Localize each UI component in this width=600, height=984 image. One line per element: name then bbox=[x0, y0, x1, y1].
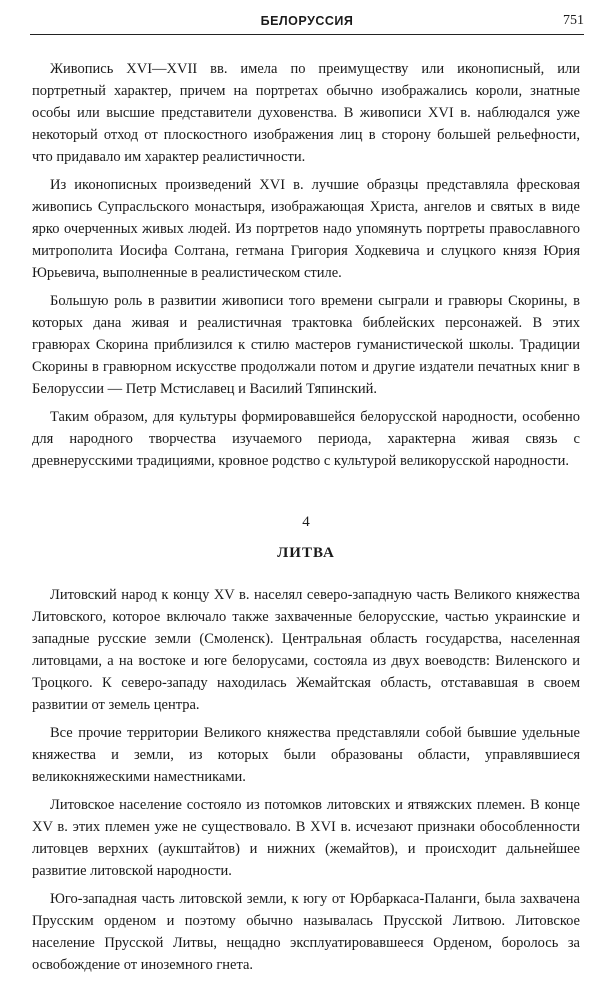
paragraph-skorina-engravings: Большую роль в развитии живописи того времени сыграли и гравюры Скорины, в которых дана живая и реалистичная трактовка библейских персонажей. В этих гравюрах Скорина приблизился к стилю мастеров гуманистической школы. Традиции Скорины в гравюрном искусстве продолжали потом и другие издатели печатных книг в Белоруссии — Петр Мстиславец и Василий Тяпинский. bbox=[32, 293, 580, 397]
paragraph-territories: Все прочие территории Великого княжества представляли собой бывшие удельные княжества и земли, из которых были образованы области, управлявшиеся великокняжескими наместниками. bbox=[32, 725, 580, 785]
running-title: БЕЛОРУССИЯ bbox=[260, 14, 354, 28]
paragraph-painting: Живопись XVI—XVII вв. имела по преимуществу или иконописный, или портретный характер, причем на портретах обычно изображались короли, знатные особы или высшие представители духовенства. В живописи XVI в. наблюдался уже некоторый отход от плоскостного изображения лиц в сторону большей рельефности, что придавало им характер реалистичности. bbox=[32, 61, 580, 165]
running-header bbox=[30, 12, 584, 35]
paragraph-conclusion: Таким образом, для культуры формировавшейся белорусской народности, особенно для народного творчества изучаемого периода, характерна живая связь с древнерусскими традициями, кровное родство с культурой великорусской народности. bbox=[32, 409, 580, 469]
page-number: 751 bbox=[563, 13, 584, 28]
paragraph-prussian-lithuania: Юго-западная часть литовской земли, к югу от Юрбаркаса-Паланги, была захвачена Прусским орденом и поэтому обычно называлась Прусской Литвою. Литовское население Прусской Литвы, нещадно эксплуатировавшееся Орденом, боролось за освобождение от иноземного гнета. bbox=[32, 891, 580, 973]
paragraph-iconography: Из иконописных произведений XVI в. лучшие образцы представляла фресковая живопись Супрасльского монастыря, изображающая Христа, ангелов и святых в виде ярко очерченных живых людей. Из портретов надо упомянуть портреты православного митрополита Иосифа Солтана, гетмана Григория Ходкевича и слуцкого князя Юрия Юрьевича, выполненные в реалистическом стиле. bbox=[32, 177, 580, 281]
section-title: ЛИТВА bbox=[277, 545, 335, 561]
section-number: 4 bbox=[302, 514, 310, 530]
body-text bbox=[32, 58, 580, 976]
paragraph-population: Литовское население состояло из потомков литовских и ятвяжских племен. В конце XV в. этих племен уже не существовало. В XVI в. исчезают признаки обособленности литовцев верхних (аукштайтов) и нижних (жемайтов), и происходит дальнейшее развитие литовской народности. bbox=[32, 797, 580, 879]
paragraph-lithuanian-people: Литовский народ к концу XV в. населял северо-западную часть Великого княжества Литовского, которое включало также захваченные белорусские, частью украинские и западные русские земли (Смоленск). Центральная область государства, населенная литовцами, а на востоке и юге белорусами, состояла из двух воеводств: Виленского и Троцкого. К северо-западу находилась Жемайтская область, отстававшая в своем развитии от земель центра. bbox=[32, 587, 580, 713]
